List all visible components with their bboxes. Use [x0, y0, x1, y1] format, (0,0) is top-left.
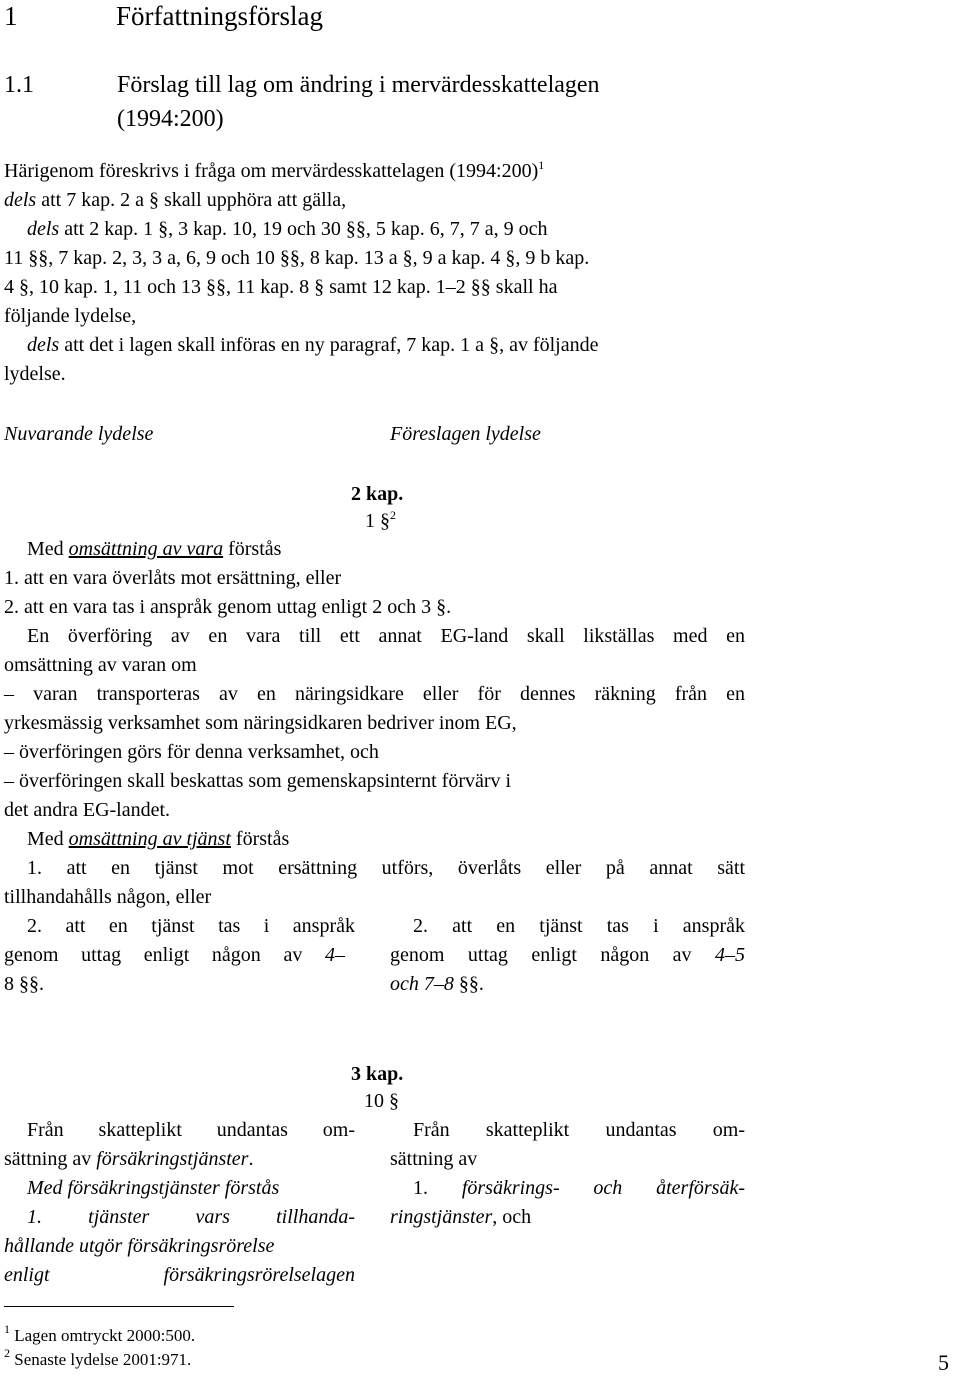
footnote-1: $^1$ Lagen omtryckt 2000:500. — [4, 1322, 196, 1345]
chapter-2-section: 1 §$^2$ — [365, 508, 396, 532]
kap2-left-t2-line3: 8 §§. — [4, 973, 44, 995]
kap2-t1-line2: tillhandahålls någon, eller — [4, 886, 212, 908]
kap3-left-line6: enligt försäkringsrörelselagen — [4, 1264, 355, 1286]
intro-line-3: dels att 2 kap. 1 §, 3 kap. 10, 19 och 30 §§, 5 kap. 6, 7, 7 a, 9 och — [27, 218, 548, 240]
intro-line-8: lydelse. — [4, 363, 66, 385]
intro-line-2: dels att 7 kap. 2 a § skall upphöra att gälla, — [4, 189, 347, 211]
kap2-dash-1-line2: yrkesmässig verksamhet som näringsidkaren bedriver inom EG, — [4, 712, 517, 734]
kap2-right-t2-line2: genom uttag enligt någon av 4–5 — [390, 944, 745, 966]
kap3-left-line3: Med försäkringstjänster förstås — [27, 1177, 280, 1199]
heading-1-number: 1 — [4, 1, 18, 31]
kap2-right-t2-line3: och 7–8 §§. — [390, 973, 484, 995]
kap2-dash-2: – överföringen görs för denna verksamhet, och — [4, 741, 379, 763]
chapter-3-heading: 3 kap. — [351, 1063, 404, 1085]
heading-2-number: 1.1 — [4, 72, 34, 98]
kap2-p2-line2: omsättning av varan om — [4, 654, 197, 676]
intro-line-6: följande lydelse, — [4, 305, 137, 327]
kap2-item-1: 1. att en vara överlåts mot ersättning, eller — [4, 567, 342, 589]
footnote-2: $^2$ Senaste lydelse 2001:971. — [4, 1346, 192, 1369]
intro-line-1: Härigenom föreskrivs i fråga om mervärdesskattelagen (1994:200)$^1$ — [4, 158, 545, 182]
intro-line-5: 4 §, 10 kap. 1, 11 och 13 §§, 11 kap. 8 § samt 12 kap. 1–2 §§ skall ha — [4, 276, 558, 298]
column-header-proposed: Föreslagen lydelse — [390, 423, 541, 445]
kap2-dash-3-line2: det andra EG-landet. — [4, 799, 171, 821]
kap2-p3: Med omsättning av tjänst förstås — [27, 828, 290, 850]
footnote-separator — [4, 1306, 234, 1307]
heading-2-title-line1: Förslag till lag om ändring i mervärdesskattelagen — [117, 72, 600, 98]
kap3-left-line4: 1. tjänster vars tillhanda- — [27, 1206, 355, 1228]
chapter-2-heading: 2 kap. — [351, 483, 404, 505]
kap2-item-2: 2. att en vara tas i anspråk genom uttag enligt 2 och 3 §. — [4, 596, 452, 618]
chapter-3-section: 10 § — [364, 1090, 399, 1112]
kap3-right-line1: Från skatteplikt undantas om- — [413, 1119, 745, 1141]
kap2-left-t2-line1: 2. att en tjänst tas i anspråk — [27, 915, 355, 937]
kap3-left-line2: sättning av försäkringstjänster. — [4, 1148, 254, 1170]
kap2-left-t2-line2: genom uttag enligt någon av 4– — [4, 944, 345, 966]
kap2-p2-line1: En överföring av en vara till ett annat EG-land skall likställas med en — [27, 625, 745, 647]
kap2-p1: Med omsättning av vara förstås — [27, 538, 282, 560]
heading-1-title: Författningsförslag — [116, 1, 323, 31]
intro-line-4: 11 §§, 7 kap. 2, 3, 3 a, 6, 9 och 10 §§, 8 kap. 13 a §, 9 a kap. 4 §, 9 b kap. — [4, 247, 590, 269]
column-header-current: Nuvarande lydelse — [4, 423, 154, 445]
kap2-dash-1-line1: – varan transporteras av en näringsidkare eller för dennes räkning från en — [4, 683, 745, 705]
kap2-t1-line1: 1. att en tjänst mot ersättning utförs, överlåts eller på annat sätt — [27, 857, 745, 879]
intro-line-7: dels att det i lagen skall införas en ny paragraf, 7 kap. 1 a §, av följande — [27, 334, 599, 356]
heading-2-title-line2: (1994:200) — [117, 106, 224, 132]
kap3-left-line5: hållande utgör försäkringsrörelse — [4, 1235, 275, 1257]
kap2-dash-3-line1: – överföringen skall beskattas som gemenskapsinternt förvärv i — [4, 770, 512, 792]
kap3-right-line2: sättning av — [390, 1148, 478, 1170]
heading-1 — [4, 1, 323, 32]
kap3-left-line1: Från skatteplikt undantas om- — [27, 1119, 355, 1141]
kap3-right-line3: 1. försäkrings- och återförsäk- — [413, 1177, 746, 1199]
kap2-right-t2-line1: 2. att en tjänst tas i anspråk — [413, 915, 745, 937]
kap3-right-line4: ringstjänster, och — [390, 1206, 532, 1228]
page-number: 5 — [938, 1350, 949, 1375]
